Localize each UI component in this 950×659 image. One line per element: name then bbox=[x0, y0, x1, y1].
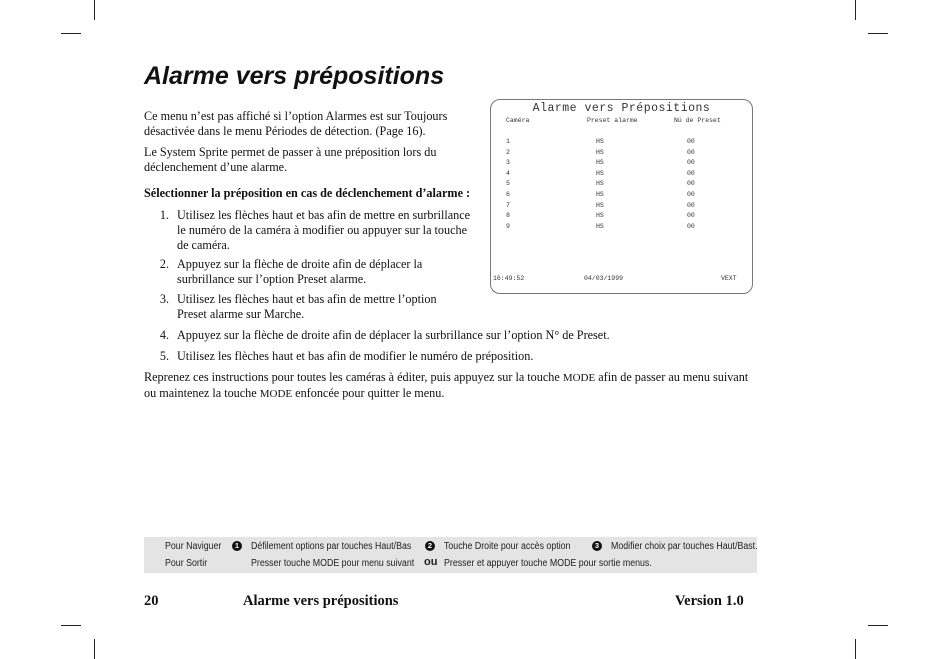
camera-number: 9 bbox=[506, 222, 510, 230]
preset-number-value: 00 bbox=[687, 159, 695, 167]
preset-alarm-value: HS bbox=[596, 180, 604, 188]
step-text: Utilisez les flèches haut et bas afin de mettre en surbrillance le numéro de la caméra à modifier ou appuyer sur la touche de caméra. bbox=[177, 208, 471, 252]
preset-alarm-value: HS bbox=[596, 191, 604, 198]
nav-instruction: Touche Droite pour accès option bbox=[444, 541, 571, 552]
preset-number-value: 00 bbox=[687, 180, 695, 188]
camera-number: 1 bbox=[506, 138, 510, 145]
page-title: Alarme vers prépositions bbox=[144, 62, 445, 90]
preset-alarm-value: HS bbox=[596, 138, 604, 145]
step-number: 1. bbox=[159, 208, 169, 222]
step-text: Utilisez les flèches haut et bas afin de modifier le numéro de préposition. bbox=[177, 349, 534, 363]
section-subheading: Sélectionner la préposition en cas de déclenchement d’alarme : bbox=[144, 186, 471, 200]
intro-paragraph: Ce menu n’est pas affiché si l’option Alarmes est sur Toujours désactivée dans le menu Périodes de détection. (Page 16). bbox=[144, 109, 448, 138]
preset-alarm-value: HS bbox=[596, 169, 604, 177]
crop-mark bbox=[868, 625, 888, 626]
or-label: ou bbox=[424, 556, 438, 568]
exit-instruction: Presser touche MODE pour menu suivant bbox=[251, 558, 415, 569]
preset-number-value: 00 bbox=[687, 191, 695, 198]
column-header-preset-alarm: Preset alarme bbox=[587, 117, 638, 124]
screen-label: VEXT bbox=[721, 275, 737, 282]
camera-number: 2 bbox=[506, 148, 510, 156]
step-text: Utilisez les flèches haut et bas afin de mettre l’option Preset alarme sur Marche. bbox=[177, 292, 437, 321]
step-badge: 1 bbox=[232, 541, 242, 551]
preset-alarm-value: HS bbox=[596, 159, 604, 167]
exit-instruction: Presser et appuyer touche MODE pour sortie menus. bbox=[444, 558, 652, 569]
column-header-camera: Caméra bbox=[506, 117, 530, 124]
preset-number-value: 00 bbox=[687, 169, 695, 177]
navigate-label: Pour Naviguer bbox=[165, 541, 222, 552]
screen-title: Alarme vers Prépositions bbox=[532, 102, 711, 115]
preset-number-value: 00 bbox=[687, 138, 695, 145]
preset-alarm-value: HS bbox=[596, 222, 604, 230]
preset-alarm-value: HS bbox=[596, 212, 604, 220]
menu-screen-illustration bbox=[490, 99, 753, 294]
preset-number-value: 00 bbox=[687, 148, 695, 156]
footer-version: Version 1.0 bbox=[675, 593, 744, 609]
navigation-help-bar bbox=[144, 537, 757, 573]
crop-mark bbox=[94, 0, 95, 20]
camera-number: 4 bbox=[506, 169, 510, 177]
footer-section-title: Alarme vers prépositions bbox=[243, 593, 399, 609]
camera-number: 5 bbox=[506, 180, 510, 188]
closing-paragraph bbox=[144, 370, 749, 402]
crop-mark bbox=[61, 33, 81, 34]
closing-text: Reprenez ces instructions pour toutes les caméras à éditer, puis appuyez sur la touche bbox=[144, 370, 563, 384]
camera-number: 6 bbox=[506, 191, 510, 198]
screen-time: 16:49:52 bbox=[493, 275, 525, 282]
step-badge: 2 bbox=[425, 541, 435, 551]
camera-number: 8 bbox=[506, 212, 510, 220]
closing-text: enfoncée pour quitter le menu. bbox=[292, 386, 445, 400]
closing-text: afin de passer au menu suivant ou maintenez la touche bbox=[144, 370, 749, 400]
nav-instruction: Modifier choix par touches Haut/Bast. bbox=[611, 541, 758, 552]
step-badge: 3 bbox=[592, 541, 602, 551]
preset-alarm-value: HS bbox=[596, 148, 604, 156]
crop-mark bbox=[868, 33, 888, 34]
preset-number-value: 00 bbox=[687, 222, 695, 230]
crop-mark bbox=[94, 639, 95, 659]
exit-label: Pour Sortir bbox=[165, 558, 208, 569]
step-text: Appuyez sur la flèche de droite afin de déplacer la surbrillance sur l’option N° de Preset. bbox=[177, 328, 610, 342]
mode-key-label: MODE bbox=[562, 372, 596, 384]
intro-paragraph: Le System Sprite permet de passer à une préposition lors du déclenchement d’une alarme. bbox=[144, 145, 437, 174]
step-number: 3. bbox=[159, 292, 169, 306]
column-header-preset-number: Nü de Preset bbox=[674, 117, 721, 124]
screen-date: 04/03/1999 bbox=[584, 275, 624, 282]
crop-mark bbox=[855, 0, 856, 20]
step-number: 2. bbox=[159, 257, 169, 271]
mode-key-label: MODE bbox=[259, 388, 293, 400]
camera-number: 7 bbox=[506, 201, 510, 209]
camera-number: 3 bbox=[506, 159, 510, 167]
crop-mark bbox=[855, 639, 856, 659]
step-number: 5. bbox=[159, 349, 169, 363]
preset-number-value: 00 bbox=[687, 212, 695, 220]
preset-alarm-value: HS bbox=[596, 201, 604, 209]
crop-mark bbox=[61, 625, 81, 626]
step-number: 4. bbox=[159, 328, 169, 342]
preset-number-value: 00 bbox=[687, 201, 695, 209]
nav-instruction: Défilement options par touches Haut/Bas bbox=[251, 541, 412, 552]
page-number: 20 bbox=[144, 593, 159, 609]
step-text: Appuyez sur la flèche de droite afin de déplacer la surbrillance sur l’option Preset alarme. bbox=[177, 257, 423, 286]
